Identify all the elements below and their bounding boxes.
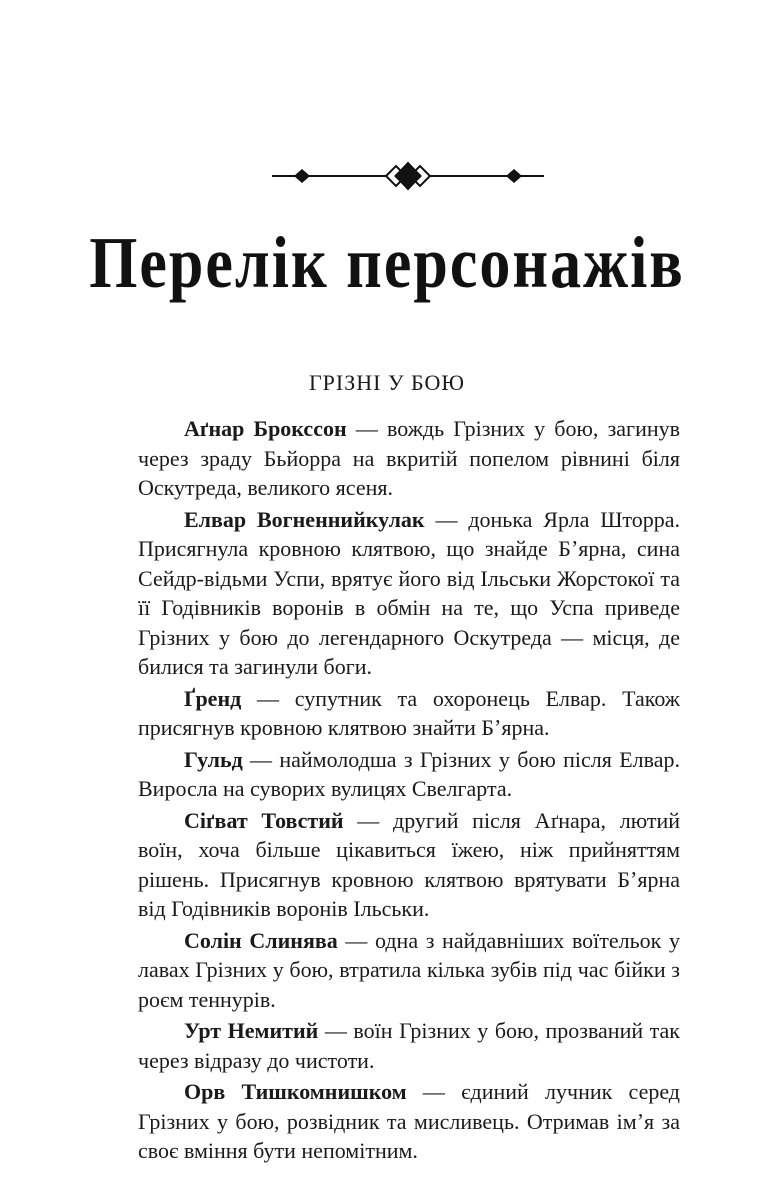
ornament-divider (272, 160, 544, 192)
character-entry: Орв Тишкомнишком — єдиний лучник серед Грізних у бою, розвідник та мисливець. Отримав імʼя за своє вміння бути непомітним. (138, 1079, 680, 1163)
character-entry: Урт Немитий — воїн Грізних у бою, прозваний так через відразу до чистоти. (138, 1018, 680, 1073)
character-entry: Елвар Вогненнийкулак — донька Ярла Шторра. Присягнула кровною клятвою, що знайде Бʼярна, сина Сейдр-відьми Успи, врятує його від Ільськи Жорстокої та її Годівників воронів в обмін на те, що Успа приведе Грізних у бою до легендарного Оскутреда — місця, де билися та загинули боги. (138, 506, 681, 679)
character-description: супутник та охоронець Елвар. Також присягнув кровною клятвою знайти Бʼярна. (138, 685, 680, 740)
character-description: наймолодша з Грізних у бою після Елвар. Виросла на суворих вулицях Свелгарта. (138, 746, 680, 801)
character-name: Солін Слинява (184, 927, 338, 953)
character-name: Урт Немитий (184, 1018, 319, 1043)
character-description: другий після Аґнара, лютий воїн, хоча більше цікавиться їжею, ніж прийняттям рішень. Присягнув кровною клятвою врятувати Бʼярна від Годівників воронів Ільськи. (138, 807, 681, 921)
character-name: Аґнар Броксcон (184, 416, 347, 441)
character-entry: Сіґват Товстий — другий після Аґнара, лютий воїн, хоча більше цікавиться їжею, ніж прийняттям рішень. Присягнув кровною клятвою врятувати Бʼярна від Годівників воронів Ільськи. (138, 807, 681, 921)
section-heading: ГРІЗНІ У БОЮ (308, 370, 466, 395)
small-diamond-left-icon (294, 169, 310, 183)
character-name: Ґренд (184, 685, 242, 711)
character-description: вождь Грізних у бою, загинув через зраду Бьйорра на вкритій попелом рівнині біля Оскутреда, великого ясеня. (138, 416, 681, 500)
character-name: Елвар Вогненнийкулак (184, 506, 425, 532)
character-entry: Аґнар Броксcон — вождь Грізних у бою, загинув через зраду Бьйорра на вкритій попелом рівнині біля Оскутреда, великого ясеня. (138, 416, 681, 500)
center-diamond-icon (394, 162, 422, 190)
character-name: Гульд (184, 746, 243, 772)
character-entry: Гульд — наймолодша з Грізних у бою після Елвар. Виросла на суворих вулицях Свелгарта. (138, 746, 680, 801)
page-title: Перелік персонажів (89, 223, 685, 304)
character-description: донька Ярла Шторра. Присягнула кровною клятвою, що знайде Бʼярна, сина Сейдр-відьми Успи, врятує його від Ільськи Жорстокої та її Годівників воронів в обмін на те, що Успа приведе Грізних у бою до легендарного Оскутреда — місця, де билися та загинули боги. (138, 506, 681, 679)
character-list (138, 414, 680, 1168)
small-diamond-right-icon (506, 169, 522, 183)
character-description: воїн Грізних у бою, прозваний так через відразу до чистоти. (138, 1018, 680, 1073)
character-entry: Солін Слинява — одна з найдавніших воїтельок у лавах Грізних у бою, втратила кілька зубів під час бійки з роєм теннурів. (138, 927, 681, 1012)
character-description: одна з найдавніших воїтельок у лавах Грізних у бою, втратила кілька зубів під час бійки з роєм теннурів. (138, 927, 681, 1012)
character-name: Сіґват Товстий (184, 807, 344, 833)
character-description: єдиний лучник серед Грізних у бою, розвідник та мисливець. Отримав імʼя за своє вміння бути непомітним. (138, 1079, 680, 1163)
character-name: Орв Тишкомнишком (184, 1079, 407, 1104)
character-entry: Ґренд — супутник та охоронець Елвар. Також присягнув кровною клятвою знайти Бʼярна. (138, 685, 680, 740)
